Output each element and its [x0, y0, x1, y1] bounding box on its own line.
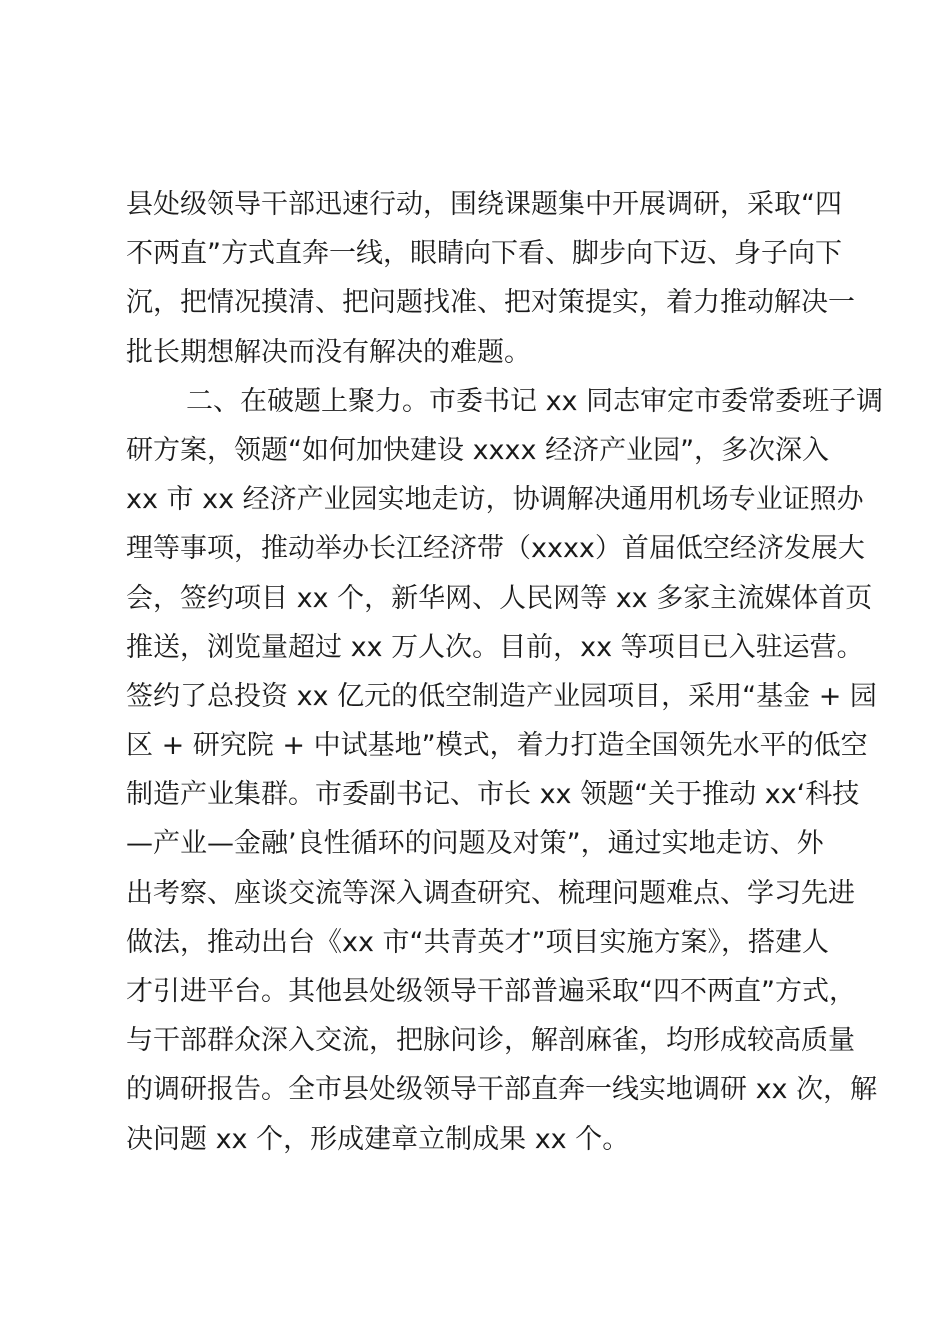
text-line: 沉，把情况摸清、把问题找准、把对策提实，着力推动解决一 [126, 287, 855, 319]
text-line: 与干部群众深入交流，把脉问诊，解剖麻雀，均形成较高质量 [126, 1025, 855, 1057]
body-text [126, 180, 884, 1164]
text-line: 推送，浏览量超过 xx 万人次。目前，xx 等项目已入驻运营。 [126, 631, 864, 663]
text-line: 出考察、座谈交流等深入调查研究、梳理问题难点、学习先进 [126, 877, 855, 909]
text-line: —产业—金融’良性循环的问题及对策”，通过实地走访、外 [126, 828, 824, 860]
text-line: 县处级领导干部迅速行动，围绕课题集中开展调研，采取“四 [126, 189, 842, 220]
text-line: 理等事项，推动举办长江经济带（xxxx）首届低空经济发展大 [126, 533, 865, 565]
text-line: 研方案，领题“如何加快建设 xxxx 经济产业园”，多次深入 [126, 434, 830, 466]
text-line: 不两直”方式直奔一线，眼睛向下看、脚步向下迈、身子向下 [126, 238, 842, 270]
text-line: 才引进平台。其他县处级领导干部普遍采取“四不两直”方式， [126, 976, 856, 1007]
text-line: 批长期想解决而没有解决的难题。 [126, 336, 531, 368]
text-line: xx 市 xx 经济产业园实地走访，协调解决通用机场专业证照办 [126, 484, 864, 516]
text-line: 签约了总投资 xx 亿元的低空制造产业园项目，采用“基金 + 园 [126, 680, 877, 712]
text-line: 决问题 xx 个，形成建章立制成果 xx 个。 [126, 1123, 630, 1155]
text-line: 制造产业集群。市委副书记、市长 xx 领题“关于推动 xx‘科技 [126, 779, 860, 811]
text-line: 区 + 研究院 + 中试基地”模式，着力打造全国领先水平的低空 [126, 730, 868, 762]
text-line: 会，签约项目 xx 个，新华网、人民网等 xx 多家主流媒体首页 [126, 582, 873, 614]
section-heading-line: 二、在破题上聚力。市委书记 xx 同志审定市委常委班子调 [186, 385, 884, 417]
text-line: 做法，推动出台《xx 市“共青英才”项目实施方案》，搭建人 [126, 926, 830, 958]
text-line: 的调研报告。全市县处级领导干部直奔一线实地调研 xx 次，解 [126, 1074, 878, 1106]
